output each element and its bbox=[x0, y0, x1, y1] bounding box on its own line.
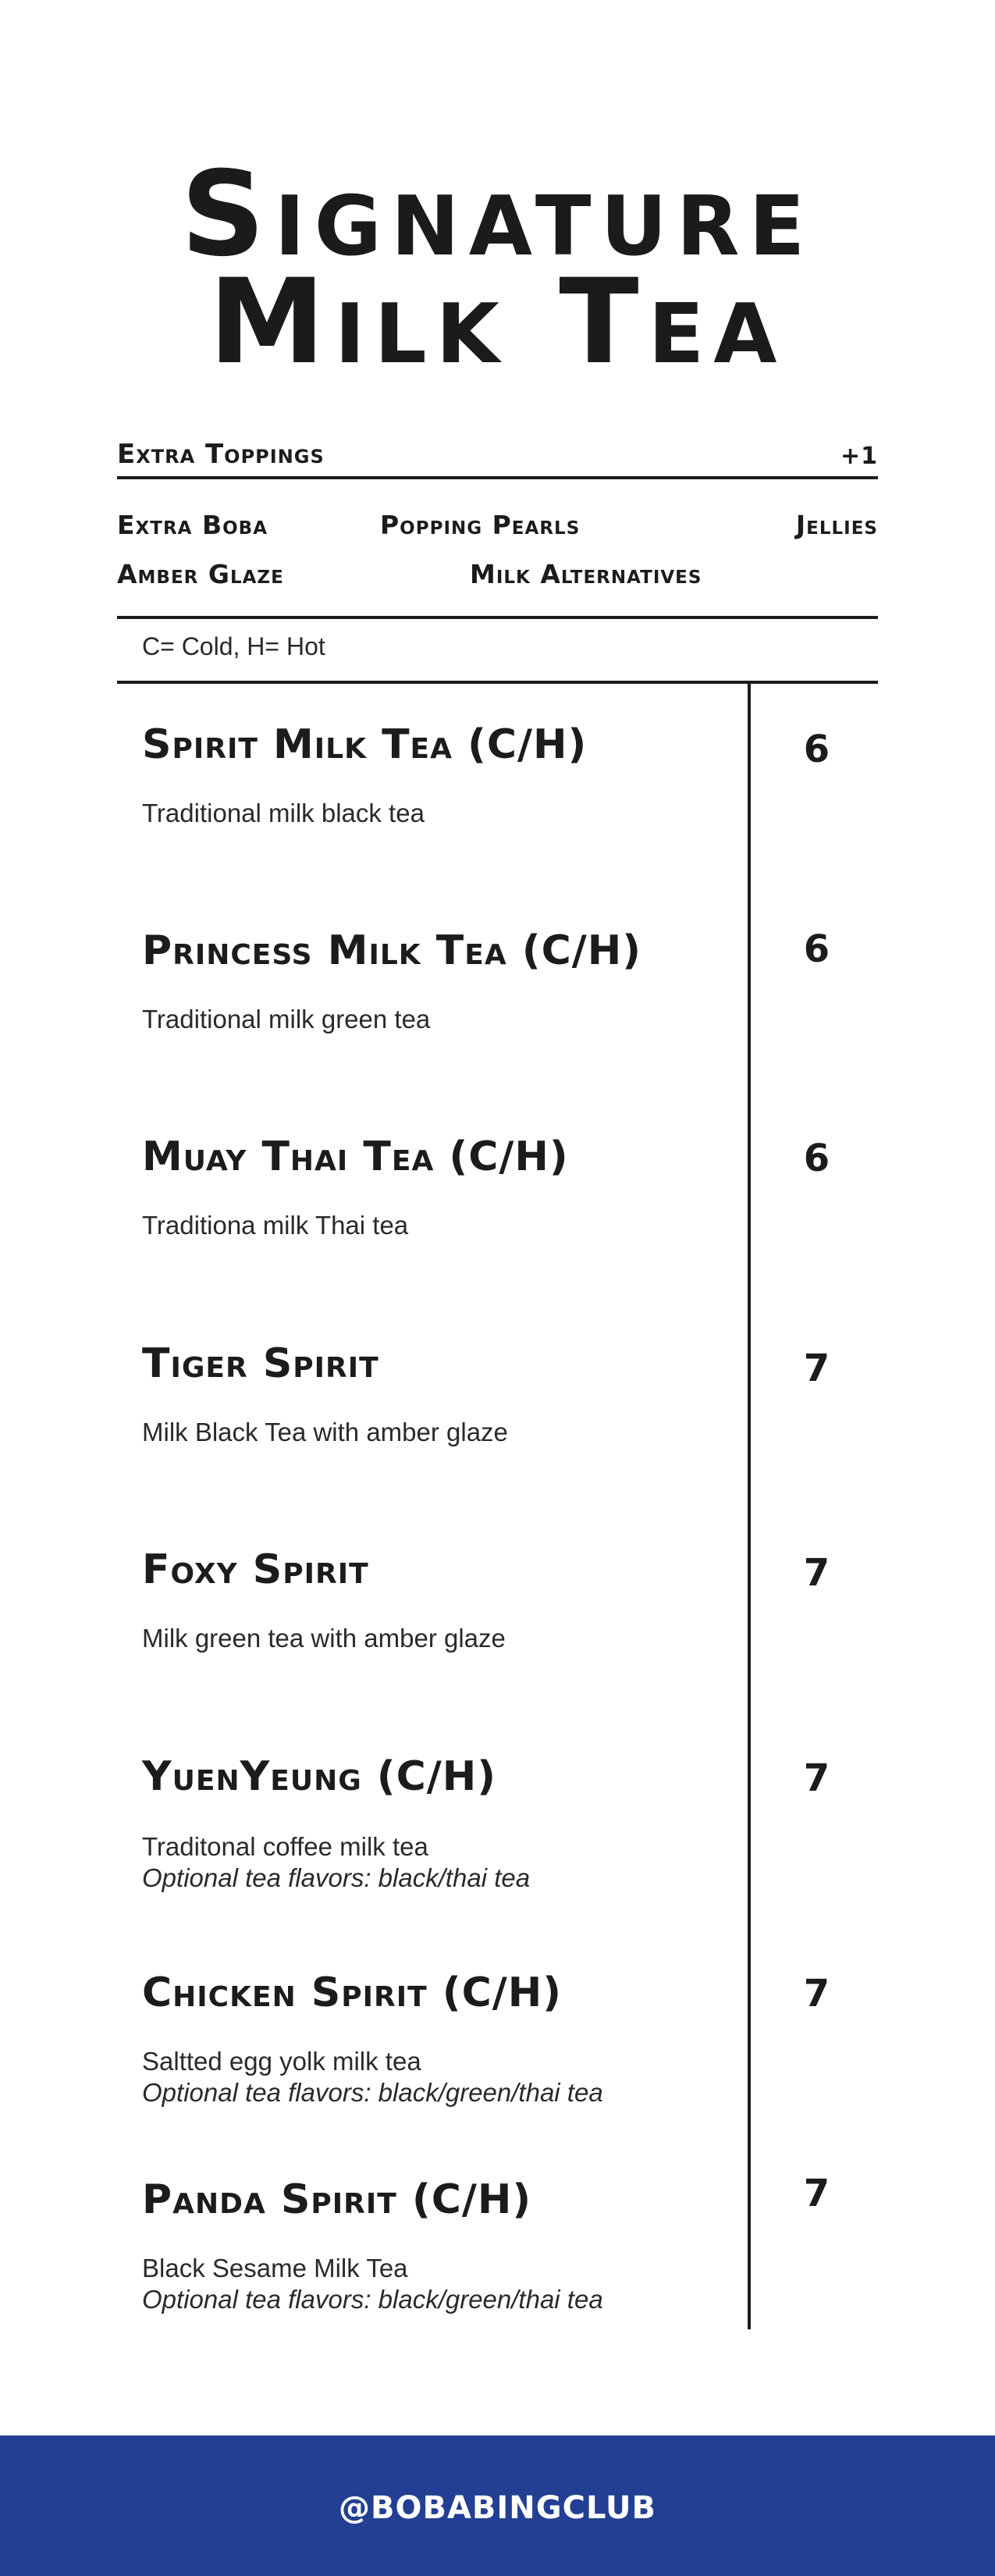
menu-item-princess-milk-tea bbox=[142, 927, 720, 1035]
topping-jellies: Jellies bbox=[795, 510, 878, 540]
menu-item-description: Traditional milk green tea bbox=[142, 1005, 431, 1034]
menu-item-price: 7 bbox=[803, 1347, 831, 1390]
menu-item-description: Traditiona milk Thai tea bbox=[142, 1211, 409, 1240]
extra-toppings-price: +1 bbox=[840, 443, 878, 470]
menu-item-description: Black Sesame Milk Tea bbox=[142, 2254, 408, 2282]
menu-item-name: Tiger Spirit bbox=[142, 1340, 379, 1387]
legend-divider-top bbox=[117, 616, 878, 619]
menu-item-yuenyeung bbox=[142, 1753, 720, 1894]
menu-item-chicken-spirit bbox=[142, 1969, 720, 2108]
menu-item-price: 6 bbox=[803, 1137, 831, 1180]
menu-item-name: Foxy Spirit bbox=[142, 1546, 369, 1593]
menu-item-price: 7 bbox=[803, 2172, 831, 2215]
menu-title-line-1: Signature bbox=[180, 147, 815, 283]
extra-toppings-label: Extra Toppings bbox=[117, 439, 325, 470]
topping-extra-boba: Extra Boba bbox=[117, 510, 268, 540]
menu-title-line-2: Milk Tea bbox=[208, 254, 787, 391]
menu-item-optional-flavors: Optional tea flavors: black/green/thai tea bbox=[142, 2078, 603, 2107]
menu-item-foxy-spirit bbox=[142, 1546, 720, 1654]
menu-item-optional-flavors: Optional tea flavors: black/green/thai tea bbox=[142, 2285, 603, 2314]
menu-item-price: 6 bbox=[803, 728, 831, 771]
topping-popping-pearls: Popping Pearls bbox=[380, 510, 581, 540]
menu-item-name: Muay Thai Tea (C/H) bbox=[142, 1133, 569, 1180]
menu-title bbox=[0, 147, 995, 391]
menu-item-muay-thai-tea bbox=[142, 1133, 720, 1241]
menu-item-description: Traditonal coffee milk tea bbox=[142, 1832, 428, 1861]
menu-item-name: Spirit Milk Tea (C/H) bbox=[142, 721, 588, 768]
topping-milk-alternatives: Milk Alternatives bbox=[470, 559, 702, 589]
menu-item-description: Milk Black Tea with amber glaze bbox=[142, 1418, 508, 1446]
footer-banner bbox=[0, 2435, 995, 2576]
menu-item-tiger-spirit bbox=[142, 1340, 720, 1448]
menu-item-name: Princess Milk Tea (C/H) bbox=[142, 927, 642, 974]
topping-amber-glaze: Amber Glaze bbox=[117, 559, 284, 589]
social-handle: @BOBABINGCLUB bbox=[338, 2490, 656, 2526]
menu-item-panda-spirit bbox=[142, 2176, 720, 2315]
menu-item-optional-flavors: Optional tea flavors: black/thai tea bbox=[142, 1863, 531, 1892]
menu-item-spirit-milk-tea bbox=[142, 721, 720, 829]
menu-item-name: YuenYeung (C/H) bbox=[142, 1753, 497, 1800]
menu-item-name: Panda Spirit (C/H) bbox=[142, 2176, 532, 2223]
extra-toppings-section bbox=[117, 436, 878, 589]
menu-item-name: Chicken Spirit (C/H) bbox=[142, 1969, 563, 2016]
menu-item-price: 7 bbox=[803, 1972, 831, 2016]
temperature-legend: C= Cold, H= Hot bbox=[142, 632, 325, 660]
menu-item-price: 7 bbox=[803, 1551, 831, 1595]
menu-item-price: 6 bbox=[803, 927, 831, 971]
extra-toppings-header bbox=[117, 436, 878, 479]
menu-item-description: Traditional milk black tea bbox=[142, 799, 425, 827]
menu-item-description: Saltted egg yolk milk tea bbox=[142, 2047, 421, 2076]
legend-divider-bottom bbox=[117, 681, 878, 684]
menu-item-price: 7 bbox=[803, 1756, 831, 1800]
menu-item-description: Milk green tea with amber glaze bbox=[142, 1624, 506, 1653]
